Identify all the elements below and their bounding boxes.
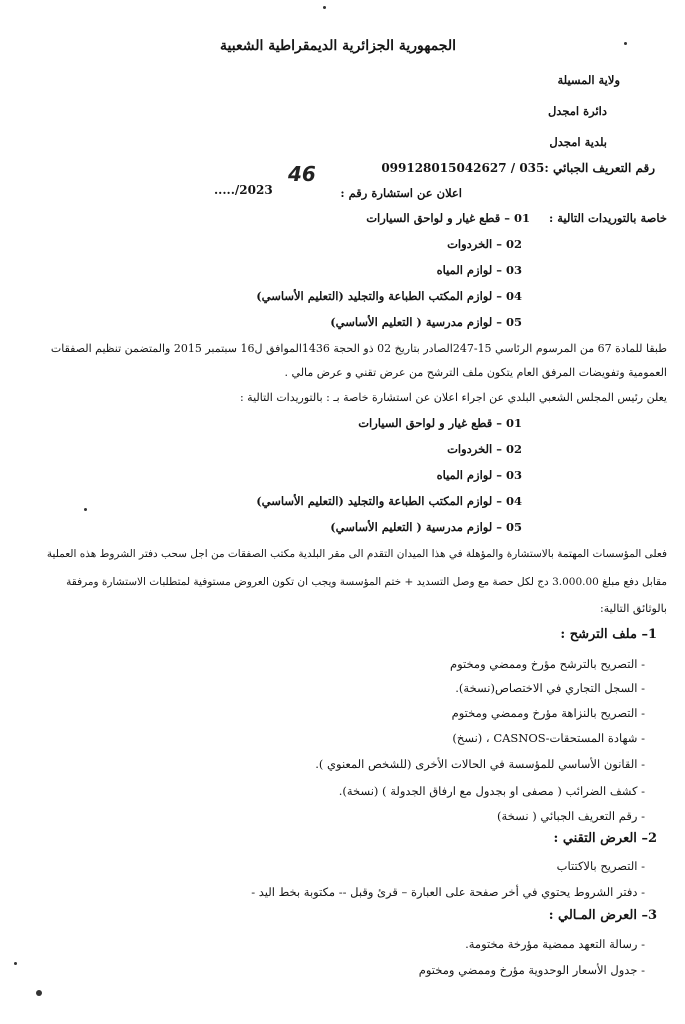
scan-speck <box>323 6 326 9</box>
candidacy-doc-item: - التصريح بالنزاهة مؤرخ وممضي ومختوم <box>451 706 645 720</box>
invite-text-line: بالوثائق التالية: <box>600 602 667 615</box>
supply-item: 02 – الخردوات <box>447 442 522 456</box>
supply-item: 02 – الخردوات <box>447 237 522 251</box>
republic-title: الجمهورية الجزائرية الديمقراطية الشعبية <box>220 38 457 54</box>
section-title-technical: 2– العرض التقني : <box>553 831 657 846</box>
financial-doc-item: - جدول الأسعار الوحدوية مؤرخ وممضي ومختوم <box>418 963 645 977</box>
supplies-intro: خاصة بالتوريدات التالية : <box>548 211 667 225</box>
supply-item: 04 – لوازم المكتب الطباعة والتجليد (التعليم الأساسي) <box>256 494 522 508</box>
tax-id: رقم التعريف الجبائي :035 / 099128015042627 <box>381 161 655 175</box>
section-title-candidacy: 1– ملف الترشح : <box>560 627 657 642</box>
candidacy-doc-item: - كشف الضرائب ( مصفى او بجدول مع ارفاق الجدولة ) (نسخة). <box>338 784 645 798</box>
legal-text-line: العمومية وتفويضات المرفق العام يتكون ملف الترشح من عرض تقني و عرض مالي . <box>284 366 667 379</box>
supply-item: 01 – قطع غيار و لواحق السيارات <box>358 416 522 430</box>
notice-label: اعلان عن استشارة رقم : <box>340 186 462 200</box>
notice-year: ...../2023 <box>214 183 273 197</box>
candidacy-doc-item: - القانون الأساسي للمؤسسة في الحالات الأخرى (للشخص المعنوي ). <box>315 757 645 771</box>
supply-item: 04 – لوازم المكتب الطباعة والتجليد (التعليم الأساسي) <box>256 289 522 303</box>
scan-speck <box>36 990 42 996</box>
announce-text: يعلن رئيس المجلس الشعبي البلدي عن اجراء اعلان عن استشارة خاصة بـ : بالتوريدات التالية : <box>239 391 667 404</box>
legal-text-line: طبقا للمادة 67 من المرسوم الرئاسي 15-247الصادر بتاريخ 02 ذو الحجة 1436الموافق ل16 سبتمبر 2015 والمتضمن تنظيم الصفقات <box>50 342 667 355</box>
daira-name: دائرة امجدل <box>547 104 607 118</box>
supply-item: 03 – لوازم المياه <box>436 468 522 482</box>
technical-doc-item: - دفتر الشروط يحتوي في أخر صفحة على العبارة – قرئ وقبل -- مكتوبة بخط اليد - <box>251 885 645 899</box>
financial-doc-item: - رسالة التعهد ممضية مؤرخة مختومة. <box>465 937 645 951</box>
commune-name: بلدية امجدل <box>549 135 607 149</box>
invite-text-line: فعلى المؤسسات المهتمة بالاستشارة والمؤهلة في هذا الميدان التقدم الى مقر البلدية مكتب الصفقات من اجل سحب دفتر الشروط هذه العملية <box>46 548 667 560</box>
supply-item: 05 – لوازم مدرسية ( التعليم الأساسي) <box>330 315 522 329</box>
candidacy-doc-item: - السجل التجاري في الاختصاص(نسخة). <box>455 681 645 695</box>
notice-number-handwritten: 46 <box>288 162 316 186</box>
candidacy-doc-item: - التصريح بالترشح مؤرخ وممضي ومختوم <box>449 657 645 671</box>
scan-speck <box>624 42 627 45</box>
candidacy-doc-item: - رقم التعريف الجبائي ( نسخة) <box>497 809 645 823</box>
technical-doc-item: - التصريح بالاكتتاب <box>556 859 645 873</box>
scan-speck <box>14 962 17 965</box>
scan-speck <box>84 508 87 511</box>
section-title-financial: 3– العرض المـالي : <box>548 908 657 923</box>
supply-item: 01 – قطع غيار و لواحق السيارات <box>366 211 530 225</box>
supply-item: 05 – لوازم مدرسية ( التعليم الأساسي) <box>330 520 522 534</box>
candidacy-doc-item: - شهادة المستحقات-CASNOS ، (نسخ) <box>452 731 645 745</box>
wilaya-name: ولاية المسيلة <box>557 73 620 87</box>
invite-text-line: مقابل دفع مبلغ 3.000.00 دج لكل حصة مع وصل التسديد + ختم المؤسسة ويجب ان تكون العروض مستوفية لمتطلبات الاستشارة ومرفقة <box>66 576 667 588</box>
supply-item: 03 – لوازم المياه <box>436 263 522 277</box>
